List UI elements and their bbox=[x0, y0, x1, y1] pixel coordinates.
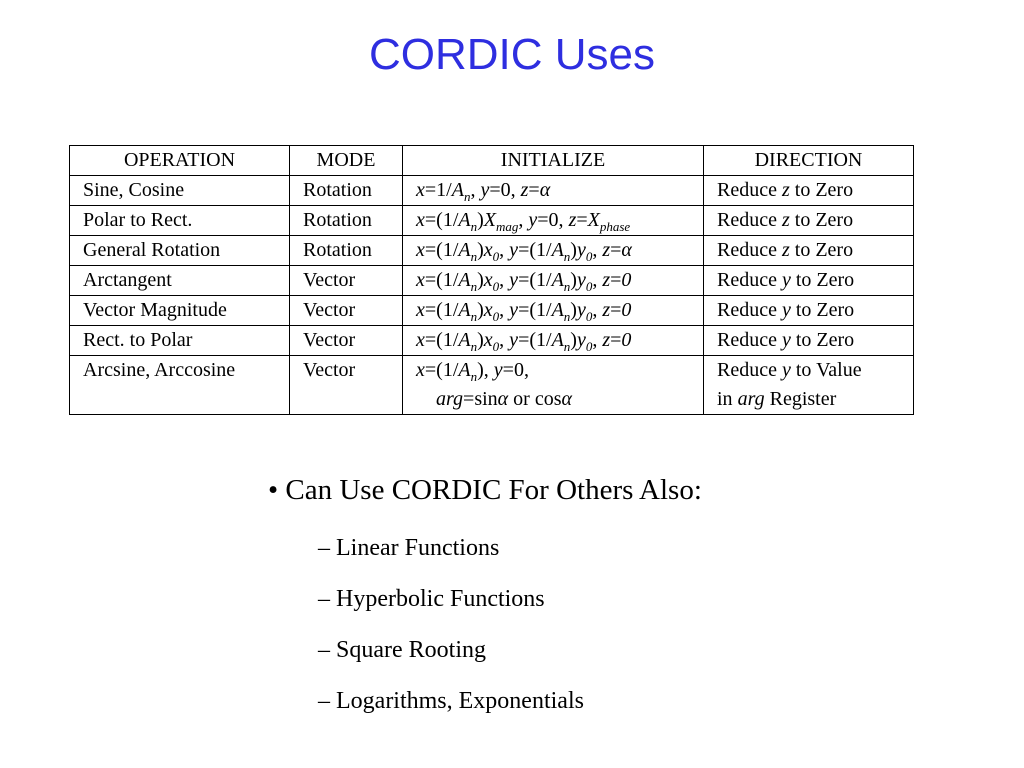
list-item: – Logarithms, Exponentials bbox=[318, 688, 584, 714]
cell-mode: Vector bbox=[290, 326, 403, 356]
cordic-operations-table bbox=[69, 145, 914, 415]
header-operation: OPERATION bbox=[70, 146, 290, 176]
table-row bbox=[70, 176, 914, 206]
cell-mode: Rotation bbox=[290, 236, 403, 266]
table-header-row bbox=[70, 146, 914, 176]
cell-direction: Reduce y to Zero bbox=[704, 326, 914, 356]
cell-direction: Reduce y to Zero bbox=[704, 266, 914, 296]
cell-direction: Reduce z to Zero bbox=[704, 236, 914, 266]
cell-direction: Reduce z to Zero bbox=[704, 206, 914, 236]
cell-direction: Reduce y to Zero bbox=[704, 296, 914, 326]
cell-direction: Reduce y to Value in arg Register bbox=[704, 356, 914, 415]
cell-initialize: $x=(1/A_n)x_0$, $y=(1/A_n)y_0$, z=0 bbox=[403, 266, 704, 296]
cell-mode: Vector bbox=[290, 296, 403, 326]
table-row bbox=[70, 296, 914, 326]
bullet-main: • Can Use CORDIC For Others Also: bbox=[268, 474, 702, 506]
cell-initialize: $x=(1/A_n)x_0$, $y=(1/A_n)y_0$, z=0 bbox=[403, 326, 704, 356]
cell-mode: Vector bbox=[290, 356, 403, 415]
header-direction: DIRECTION bbox=[704, 146, 914, 176]
list-item: – Linear Functions bbox=[318, 535, 500, 561]
cell-operation: Sine, Cosine bbox=[70, 176, 290, 206]
sub-list bbox=[318, 532, 584, 736]
cell-initialize: $x=(1/A_n)X_{mag}$, y=0, $z=X_{phase}$ bbox=[403, 206, 704, 236]
table-row bbox=[70, 236, 914, 266]
cell-initialize: $x=(1/A_n)x_0$, $y=(1/A_n)y_0$, z=α bbox=[403, 236, 704, 266]
cell-mode: Rotation bbox=[290, 206, 403, 236]
list-item: – Square Rooting bbox=[318, 637, 486, 663]
cell-operation: Vector Magnitude bbox=[70, 296, 290, 326]
table-row bbox=[70, 206, 914, 236]
cell-initialize: $x=(1/A_n)$, y=0, arg=sinα or cosα bbox=[403, 356, 704, 415]
table-row bbox=[70, 266, 914, 296]
cell-operation: Rect. to Polar bbox=[70, 326, 290, 356]
header-mode: MODE bbox=[290, 146, 403, 176]
table-row bbox=[70, 326, 914, 356]
header-initialize: INITIALIZE bbox=[403, 146, 704, 176]
cell-operation: General Rotation bbox=[70, 236, 290, 266]
cell-operation: Polar to Rect. bbox=[70, 206, 290, 236]
cell-direction: Reduce z to Zero bbox=[704, 176, 914, 206]
slide-title: CORDIC Uses bbox=[368, 30, 656, 79]
cell-operation: Arctangent bbox=[70, 266, 290, 296]
cell-initialize: $x=1/A_n$, y=0, z=α bbox=[403, 176, 704, 206]
cell-initialize: $x=(1/A_n)x_0$, $y=(1/A_n)y_0$, z=0 bbox=[403, 296, 704, 326]
table-row bbox=[70, 356, 914, 415]
cell-mode: Vector bbox=[290, 266, 403, 296]
cell-operation: Arcsine, Arccosine bbox=[70, 356, 290, 415]
list-item: – Hyperbolic Functions bbox=[318, 586, 545, 612]
cell-mode: Rotation bbox=[290, 176, 403, 206]
